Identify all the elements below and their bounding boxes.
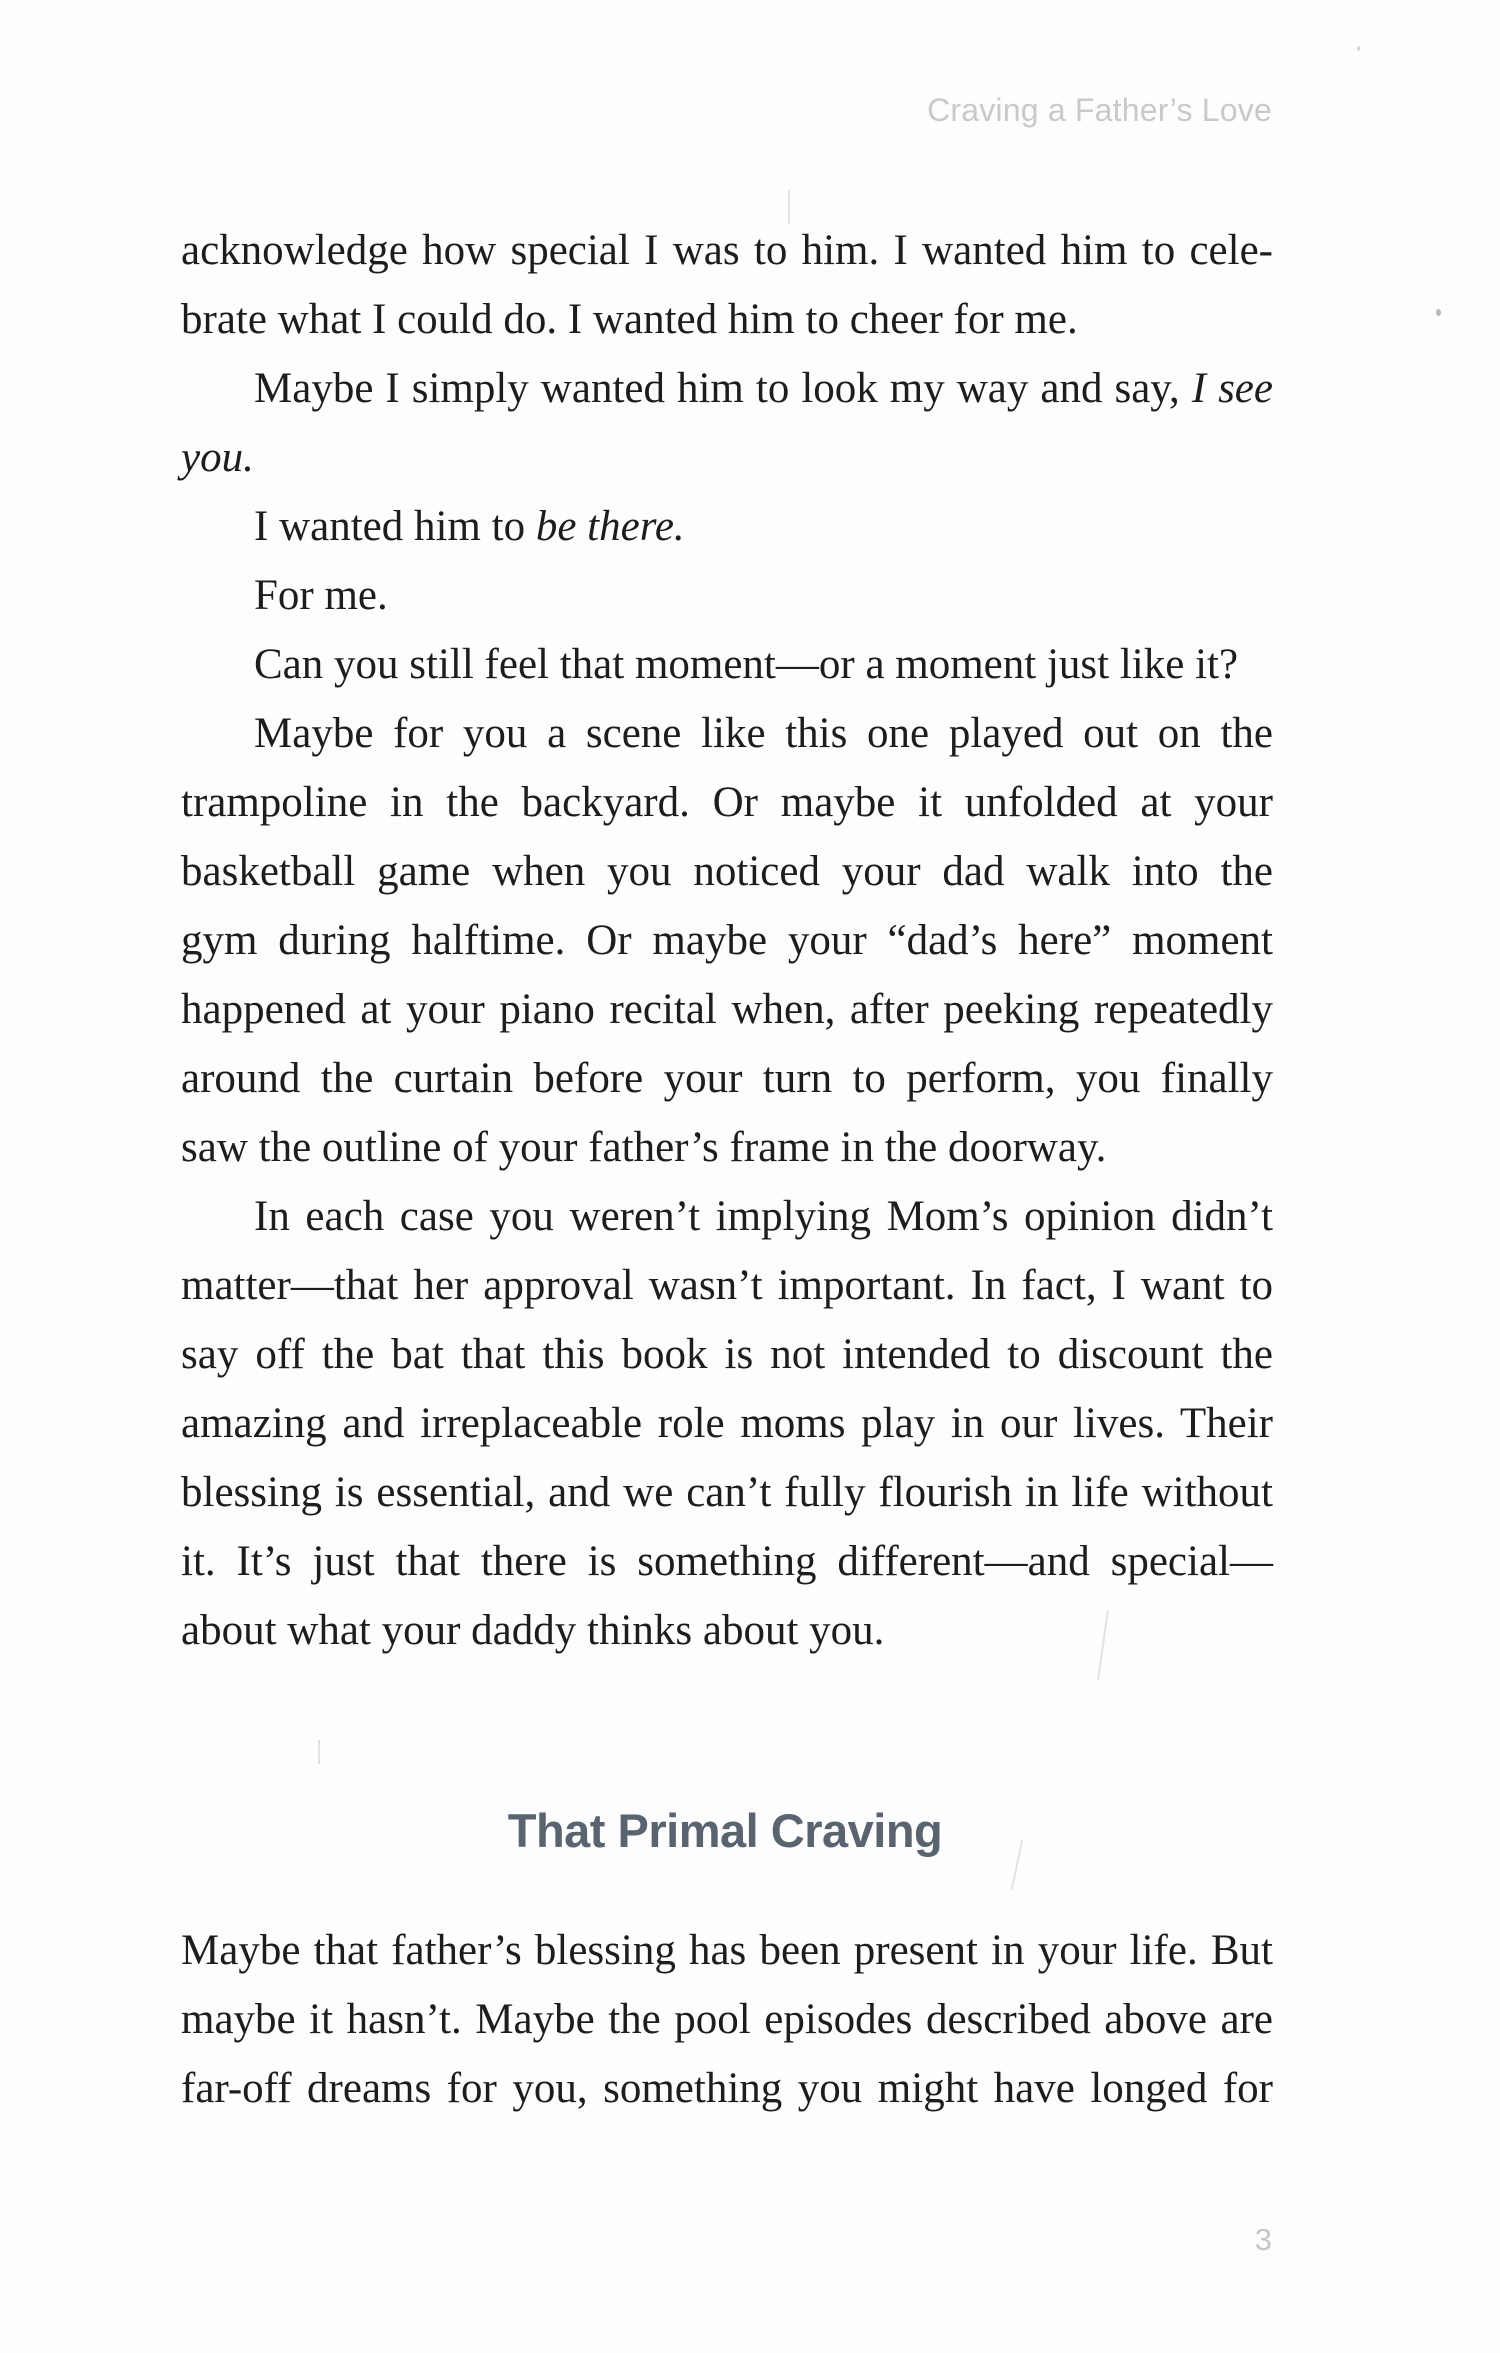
line: saw the outline of your father’s frame in the doorway. — [181, 1124, 1107, 1171]
line: say off the bat that this book is not intended to discount the — [181, 1331, 1273, 1378]
scan-mark — [318, 1740, 320, 1764]
line: Can you still feel that moment—or a moment just like it? — [254, 641, 1239, 688]
line: For me. — [254, 572, 388, 619]
line: In each case you weren’t implying Mom’s opinion didn’t — [254, 1193, 1273, 1240]
line — [181, 354, 1273, 423]
line: amazing and irreplaceable role moms play in our lives. Their — [181, 1400, 1273, 1447]
running-head: Craving a Father’s Love — [927, 92, 1272, 128]
line: far-off dreams for you, something you might have longed for — [181, 2065, 1273, 2112]
line: Maybe that father’s blessing has been present in your life. But — [181, 1927, 1273, 1974]
body-text-bottom — [181, 1916, 1273, 2123]
text-run: Maybe I simply wanted him to look my way and say, — [254, 365, 1192, 412]
line: gym during halftime. Or maybe your “dad’s here” moment — [181, 917, 1273, 964]
body-text-top — [181, 216, 1273, 1665]
line: maybe it hasn’t. Maybe the pool episodes described above are — [181, 1996, 1273, 2043]
line: it. It’s just that there is something different—and special— — [181, 1538, 1273, 1585]
section-heading: That Primal Craving — [507, 1804, 943, 1857]
line: basketball game when you noticed your dad walk into the — [181, 848, 1273, 895]
line — [181, 423, 1273, 492]
italic-text: be there. — [535, 503, 685, 550]
text-run: I wanted him to — [254, 503, 536, 550]
line: happened at your piano recital when, after peeking repeatedly — [181, 986, 1273, 1033]
line: trampoline in the backyard. Or maybe it unfolded at your — [181, 779, 1273, 826]
line: brate what I could do. I wanted him to cheer for me. — [181, 296, 1078, 343]
scan-mark — [788, 190, 790, 224]
italic-text: I see — [1191, 365, 1273, 412]
scan-speck — [1357, 46, 1360, 51]
line: matter—that her approval wasn’t important. In fact, I want to — [181, 1262, 1273, 1309]
line: acknowledge how special I was to him. I wanted him to cele- — [181, 227, 1273, 274]
page-number: 3 — [1254, 2222, 1272, 2257]
line: blessing is essential, and we can’t fully flourish in life without — [181, 1469, 1273, 1516]
line: Maybe for you a scene like this one played out on the — [254, 710, 1273, 757]
line: about what your daddy thinks about you. — [181, 1607, 885, 1654]
line: around the curtain before your turn to perform, you finally — [181, 1055, 1273, 1102]
scan-speck — [1436, 309, 1441, 316]
italic-text: you. — [181, 434, 254, 481]
line — [181, 492, 1273, 561]
